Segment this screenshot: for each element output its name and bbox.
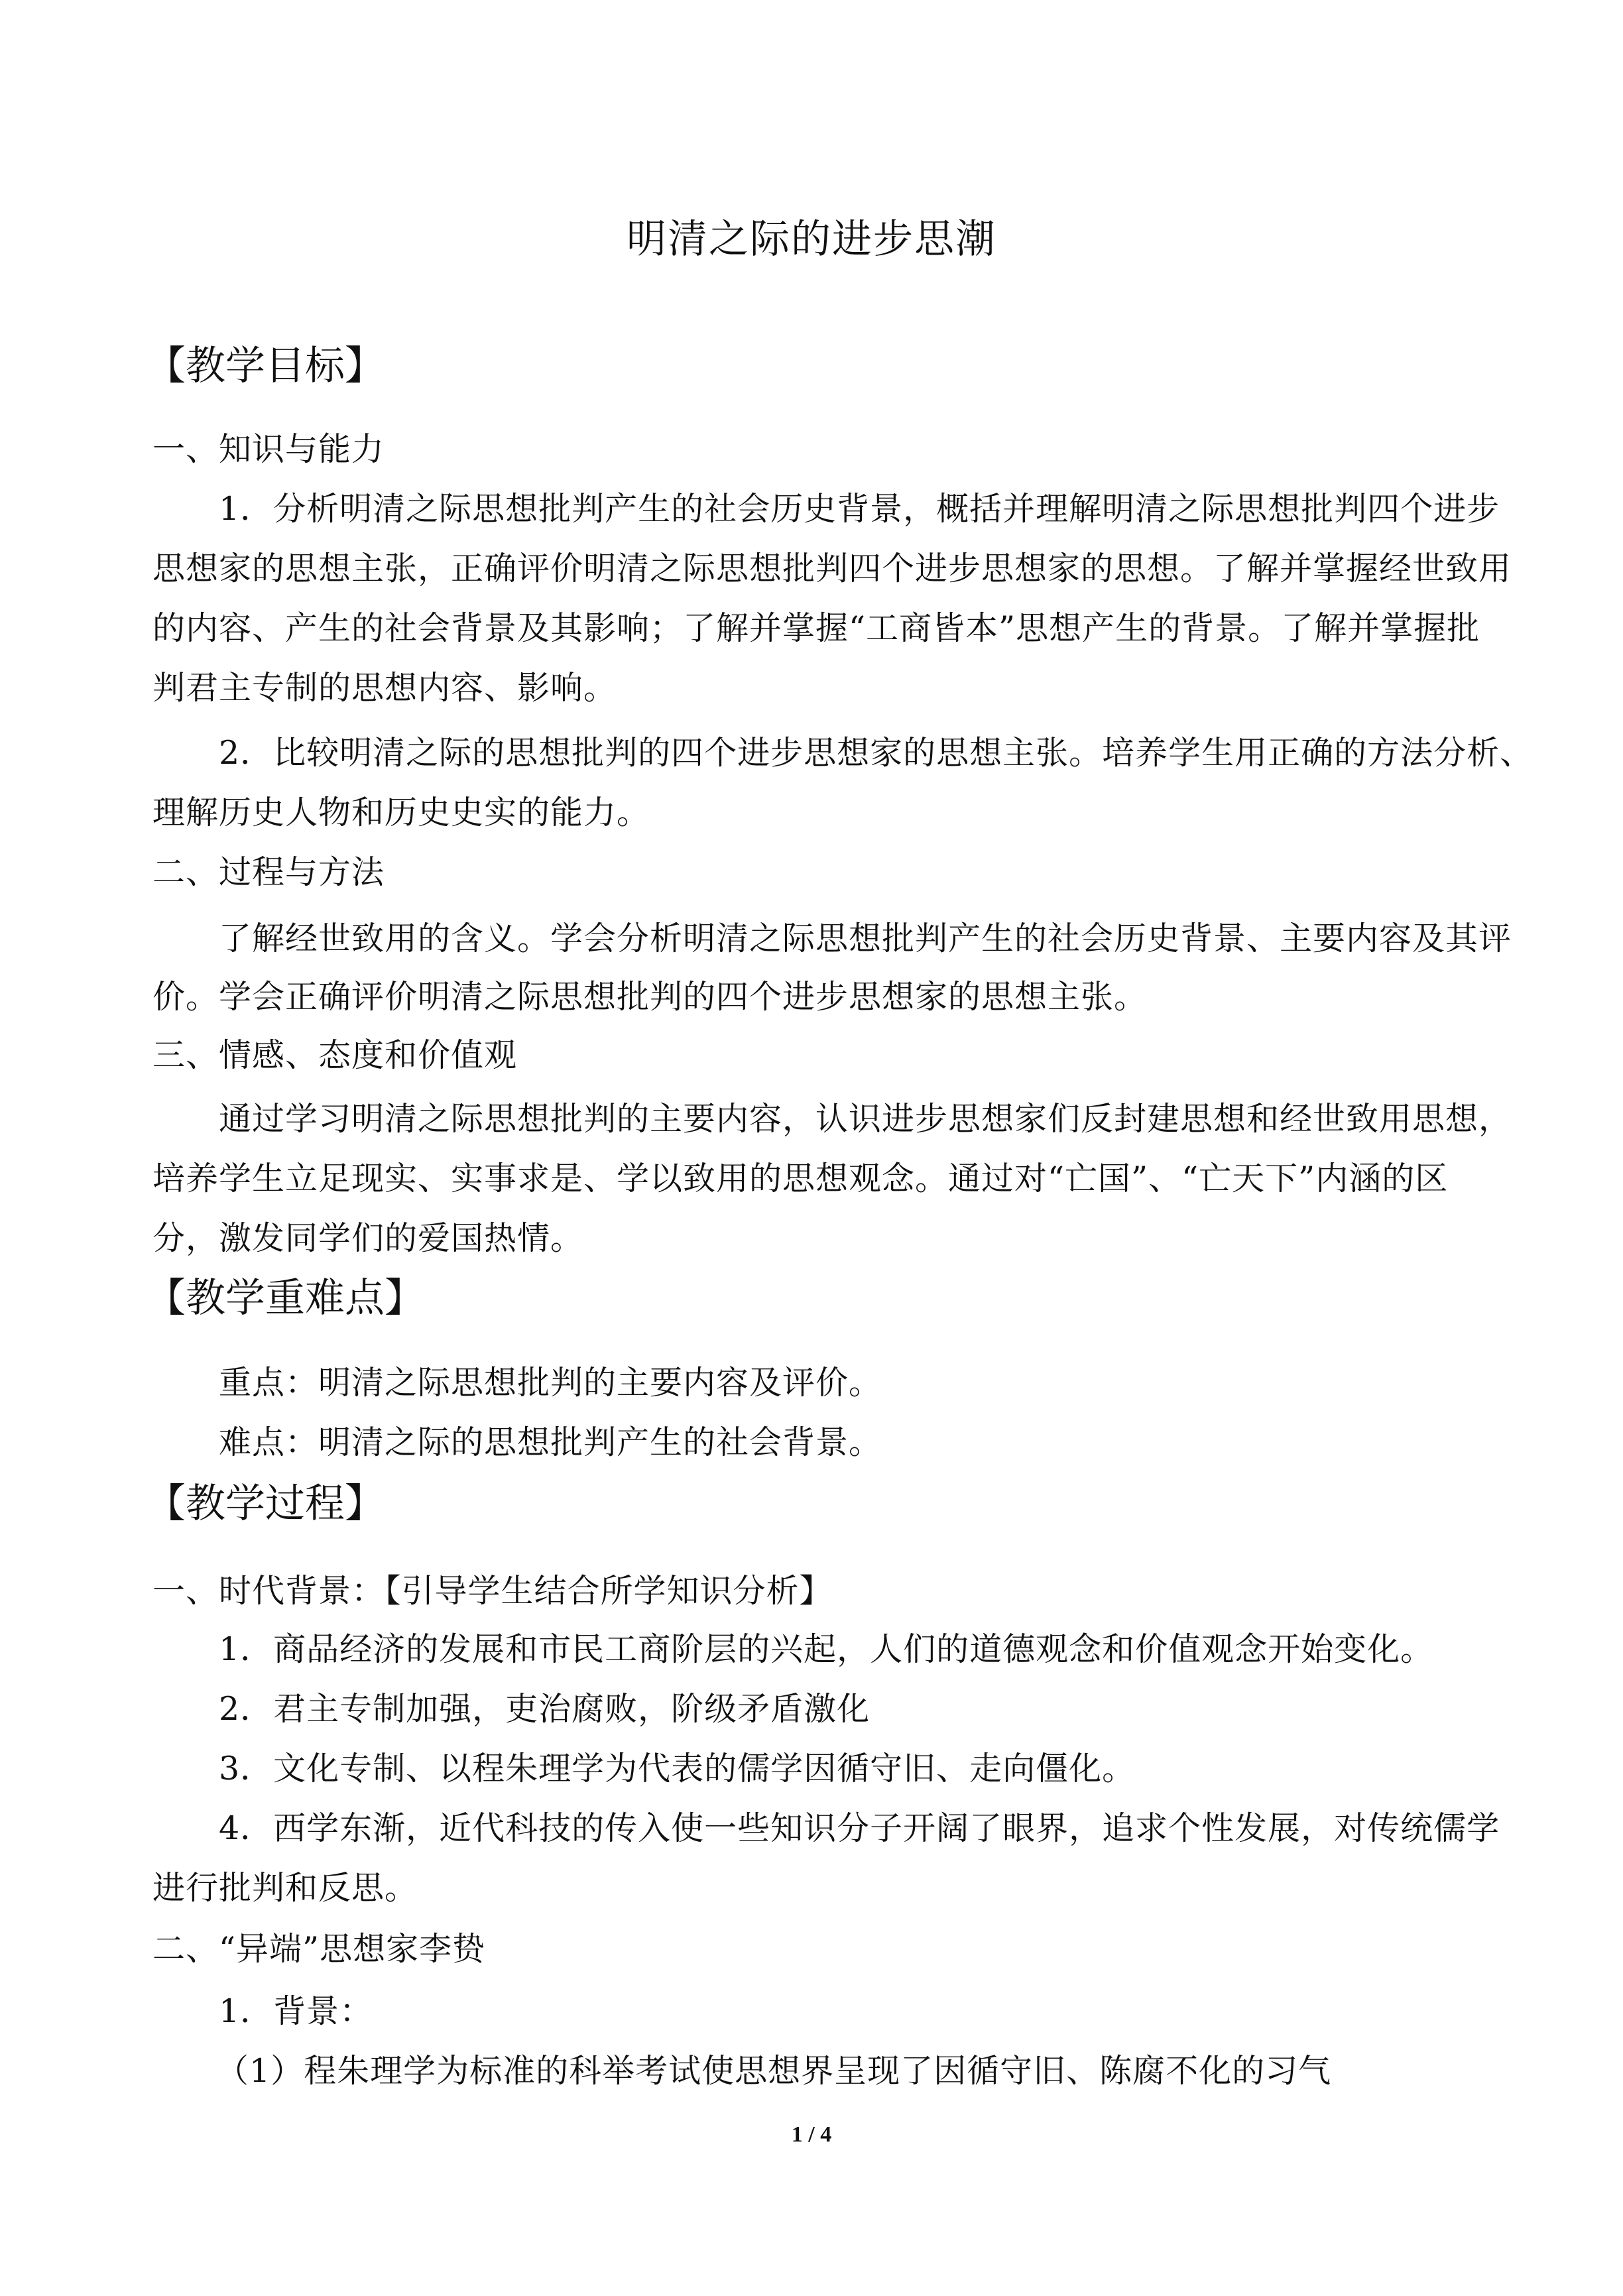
page-title: 明清之际的进步思潮 [627, 216, 996, 263]
paragraph-line: 通过学习明清之际思想批判的主要内容，认识进步思想家们反封建思想和经世致用思想， [219, 1100, 1512, 1138]
paragraph-line: 判君主专制的思想内容、影响。 [152, 669, 617, 707]
paragraph-line: 1．分析明清之际思想批判产生的社会历史背景，概括并理解明清之际思想批判四个进步 [219, 490, 1500, 528]
subheading-li-zhi: 二、“异端”思想家李贽 [152, 1930, 486, 1968]
subheading-knowledge: 一、知识与能力 [152, 430, 385, 468]
paragraph-line: 理解历史人物和历史史实的能力。 [152, 794, 650, 831]
paragraph-line: 价。学会正确评价明清之际思想批判的四个进步思想家的思想主张。 [152, 978, 1148, 1016]
subheading-background: 一、时代背景：【引导学生结合所学知识分析】 [152, 1572, 833, 1610]
section-heading-objectives: 【教学目标】 [146, 343, 385, 389]
paragraph-line: 的内容、产生的社会背景及其影响；了解并掌握“工商皆本”思想产生的背景。了解并掌握批 [152, 609, 1480, 647]
page-number: 1 / 4 [791, 2122, 832, 2147]
list-item: 3．文化专制、以程朱理学为代表的儒学因循守旧、走向僵化。 [219, 1750, 1136, 1787]
subheading-process-method: 二、过程与方法 [152, 853, 385, 891]
key-point: 重点：明清之际思想批判的主要内容及评价。 [219, 1364, 882, 1402]
list-item: （1）程朱理学为标准的科举考试使思想界呈现了因循守旧、陈腐不化的习气 [216, 2052, 1332, 2090]
subheading-values: 三、情感、态度和价值观 [152, 1036, 518, 1074]
paragraph-line: 了解经世致用的含义。学会分析明清之际思想批判产生的社会历史背景、主要内容及其评 [219, 920, 1512, 957]
section-heading-keypoints: 【教学重难点】 [146, 1275, 424, 1321]
list-item: 1．背景： [219, 1992, 373, 2030]
section-heading-process: 【教学过程】 [146, 1480, 385, 1527]
list-item: 4．西学东渐，近代科技的传入使一些知识分子开阔了眼界，追求个性发展，对传统儒学 [219, 1809, 1500, 1847]
paragraph-line: 分，激发同学们的爱国热情。 [152, 1219, 584, 1257]
paragraph-line: 2．比较明清之际的思想批判的四个进步思想家的思想主张。培养学生用正确的方法分析、 [219, 734, 1533, 772]
list-item-continuation: 进行批判和反思。 [152, 1869, 418, 1907]
difficult-point: 难点：明清之际的思想批判产生的社会背景。 [219, 1423, 882, 1461]
paragraph-line: 培养学生立足现实、实事求是、学以致用的思想观念。通过对“亡国”、“亡天下”内涵的区 [152, 1160, 1449, 1197]
paragraph-line: 思想家的思想主张，正确评价明清之际思想批判四个进步思想家的思想。了解并掌握经世致用 [152, 550, 1512, 587]
list-item: 1．商品经济的发展和市民工商阶层的兴起，人们的道德观念和价值观念开始变化。 [219, 1630, 1434, 1668]
list-item: 2．君主专制加强，吏治腐败，阶级矛盾激化 [219, 1690, 871, 1728]
